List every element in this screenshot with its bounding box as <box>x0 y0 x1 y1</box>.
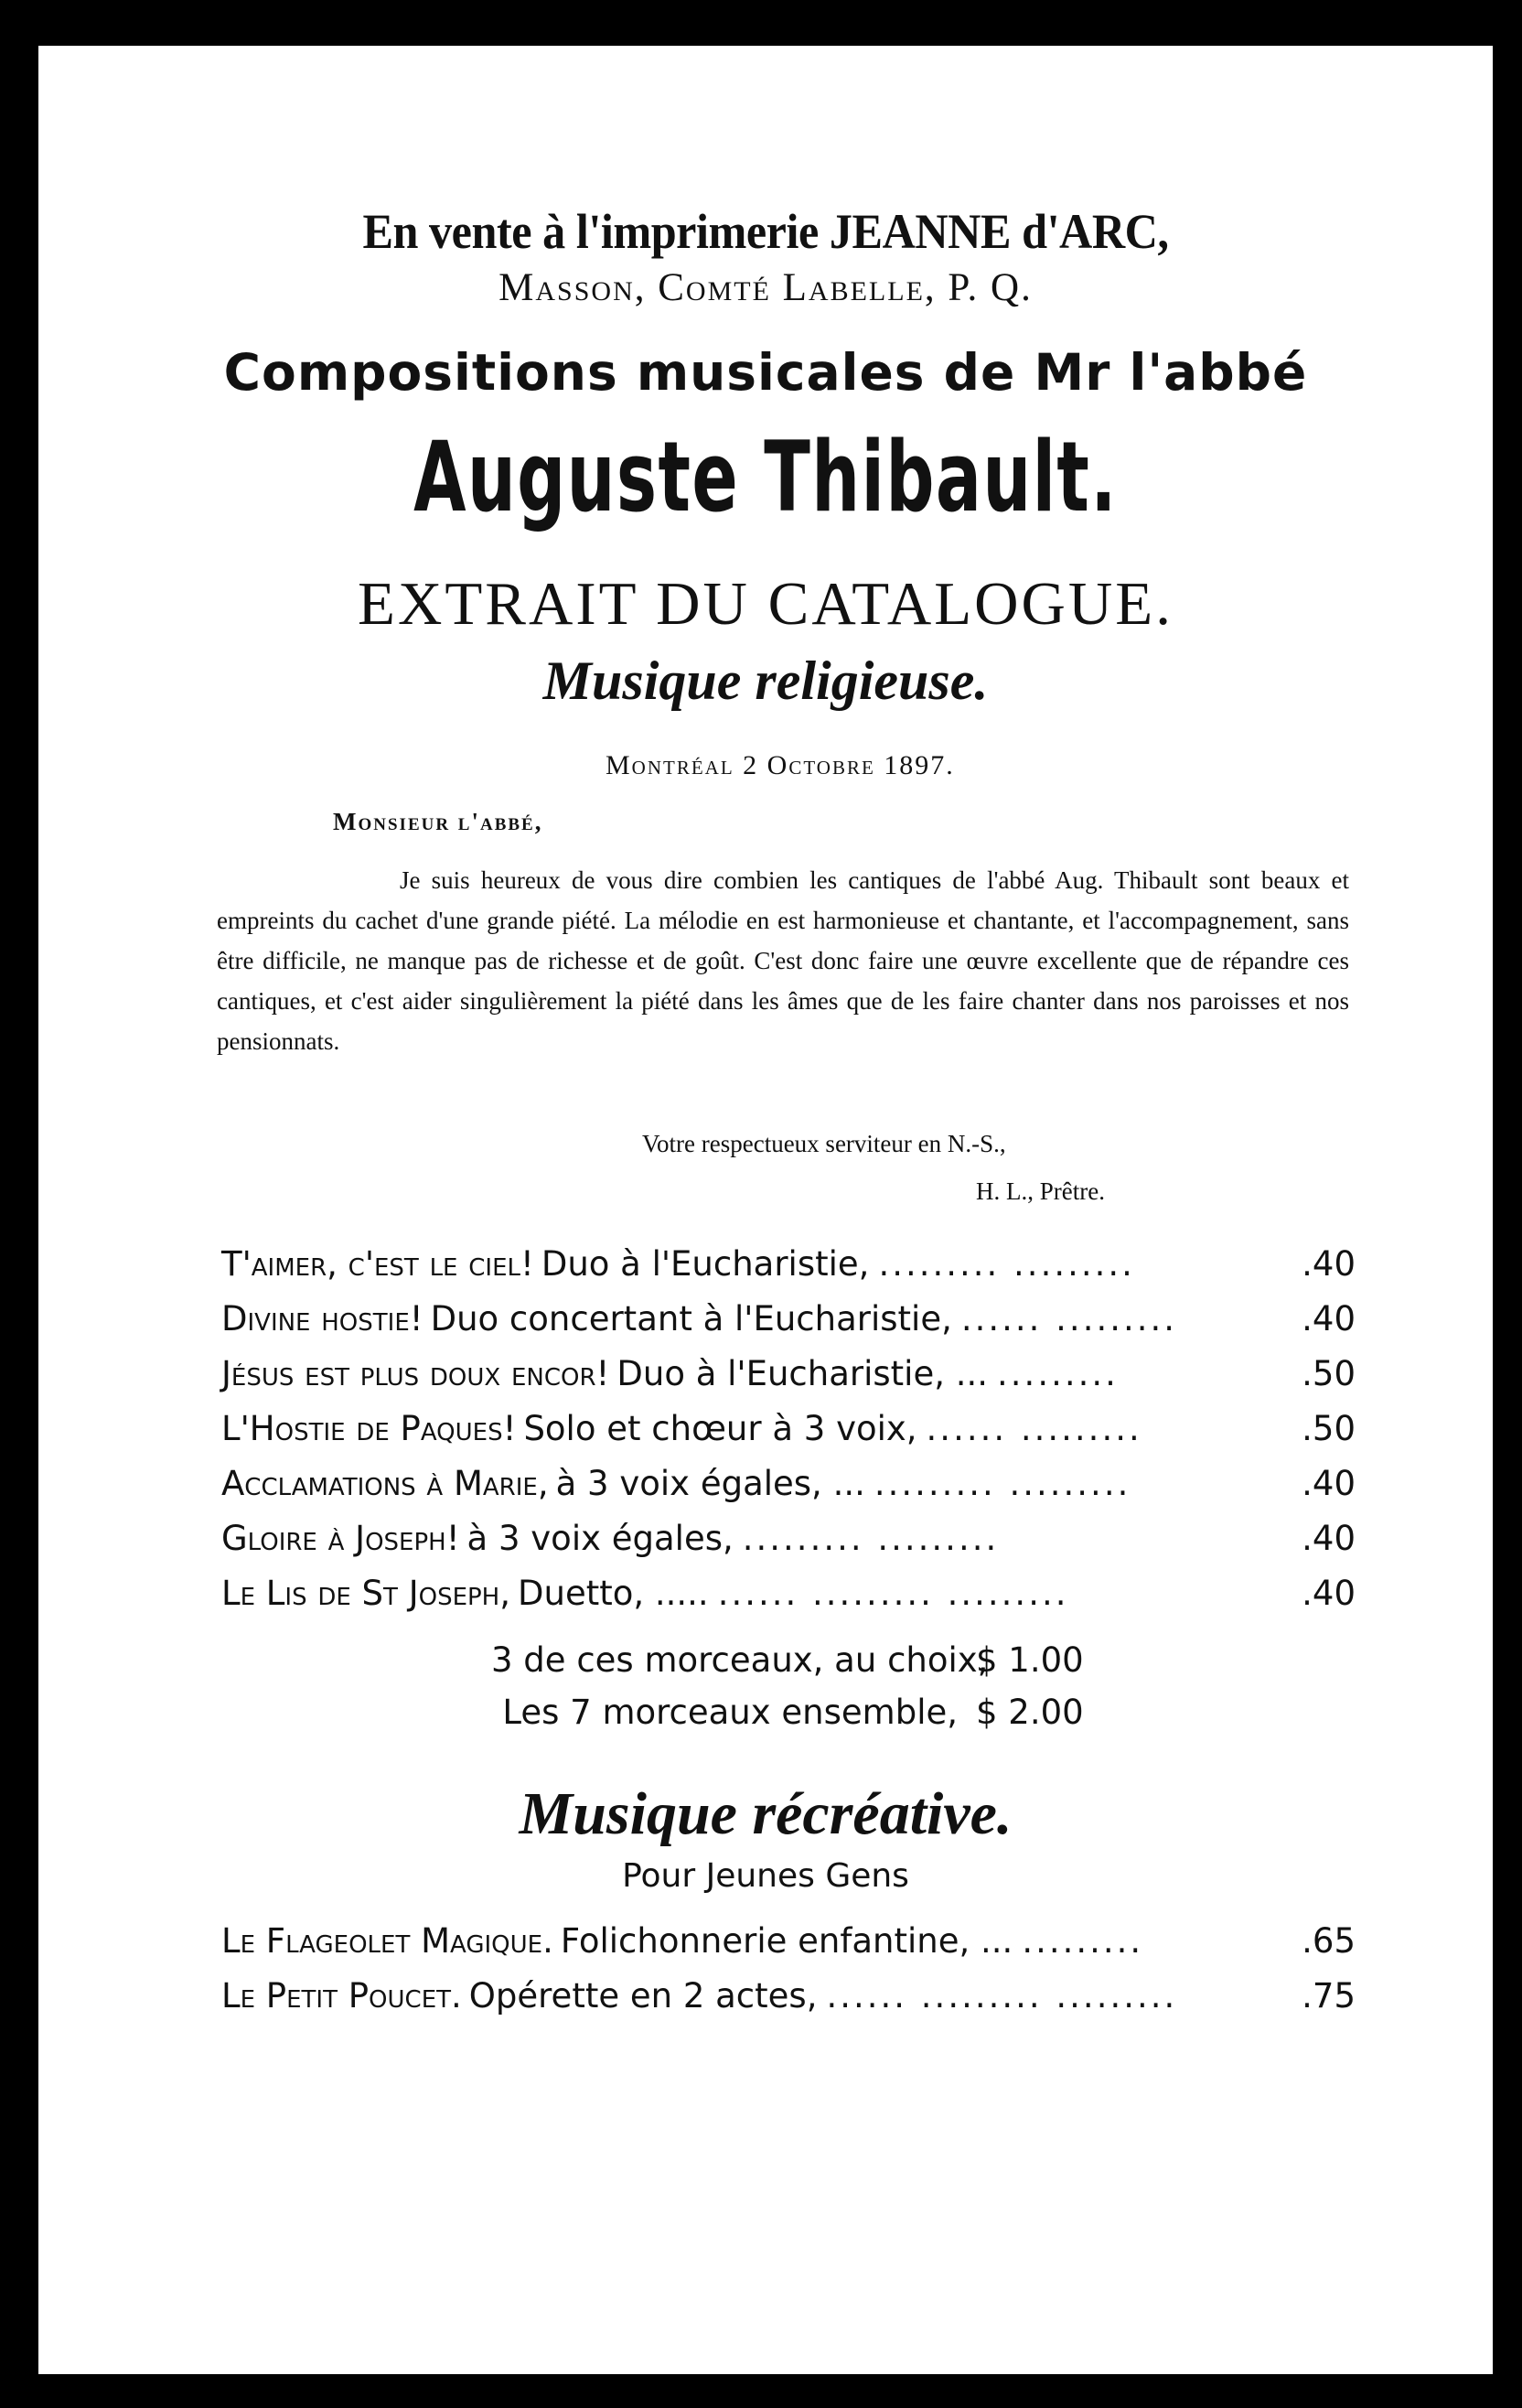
letter-dateline: Montréal 2 Octobre 1897. <box>606 750 955 780</box>
recreational-catalog-list <box>221 1921 1356 2031</box>
section-heading-recreational: Musique récréative. <box>519 1780 1013 1847</box>
item-description: à 3 voix égales, ... <box>555 1464 865 1503</box>
item-price: .50 <box>1302 1409 1356 1448</box>
item-price: .75 <box>1302 1976 1356 2016</box>
bundle-label: Les 7 morceaux ensemble, <box>502 1693 958 1732</box>
item-title: Divine hostie! <box>221 1299 423 1338</box>
letter-signature: H. L., Prêtre. <box>976 1177 1105 1205</box>
leader-dots: ......... ......... <box>874 1464 1131 1503</box>
item-price: .40 <box>1302 1464 1356 1503</box>
bundle-offer <box>491 1693 1084 1732</box>
item-title: Gloire à Joseph! <box>221 1519 460 1558</box>
leader-dots: ......... <box>997 1354 1119 1393</box>
letter-signoff: Votre respectueux serviteur en N.-S., <box>642 1130 1006 1157</box>
seller-line: En vente à l'imprimerie JEANNE d'ARC, <box>362 204 1169 259</box>
catalog-row <box>221 1519 1356 1574</box>
item-title: Acclamations à Marie, <box>221 1464 549 1503</box>
leader-dots: ......... <box>1022 1921 1144 1961</box>
section-subheading: Pour Jeunes Gens <box>622 1857 909 1895</box>
catalog-row <box>221 1244 1356 1299</box>
catalog-row <box>221 1354 1356 1409</box>
item-description: Duo concertant à l'Eucharistie, <box>430 1299 952 1338</box>
item-description: Duo à l'Eucharistie, <box>541 1244 870 1284</box>
composer-name: Auguste Thibault. <box>413 421 1118 533</box>
item-description: Solo et chœur à 3 voix, <box>523 1409 917 1448</box>
item-description: Opérette en 2 actes, <box>468 1976 818 2016</box>
item-description: Duo à l'Eucharistie, ... <box>616 1354 989 1393</box>
item-price: .50 <box>1302 1354 1356 1393</box>
section-heading-religious: Musique religieuse. <box>542 650 989 711</box>
religious-catalog-list <box>221 1244 1356 1629</box>
item-title: Le Flageolet Magique. <box>221 1921 553 1961</box>
item-description: à 3 voix égales, <box>466 1519 734 1558</box>
item-description: Duetto, ..... <box>518 1574 709 1613</box>
item-price: .40 <box>1302 1574 1356 1613</box>
catalog-title: EXTRAIT DU CATALOGUE. <box>358 570 1174 638</box>
leader-dots: ...... ......... <box>960 1299 1178 1338</box>
letter-body: Je suis heureux de vous dire combien les cantiques de l'abbé Aug. Thibault sont beaux et empreints du cachet d'une grande piété. La mélodie en est harmonieuse et chantante, et l'accompagnement, sans être difficile, ne manque pas de richesse et de goût. C'est donc faire une œuvre excellente que de répandre ces cantiques, et c'est aider singulièrement la piété dans les âmes que de les faire chanter dans nos paroisses et nos pensionnats. <box>217 866 1349 1055</box>
item-price: .40 <box>1302 1244 1356 1284</box>
item-price: .65 <box>1302 1921 1356 1961</box>
bundle-price: $ 2.00 <box>976 1693 1084 1732</box>
leader-dots: ...... ......... <box>926 1409 1142 1448</box>
address-line: Masson, Comté Labelle, P. Q. <box>498 266 1033 309</box>
leader-dots: ......... ......... <box>742 1519 1000 1558</box>
item-title: T'aimer, c'est le ciel! <box>221 1244 534 1284</box>
catalog-row <box>221 1409 1356 1464</box>
item-title: L'Hostie de Paques! <box>221 1409 517 1448</box>
bundle-offer <box>491 1640 1084 1680</box>
item-description: Folichonnerie enfantine, ... <box>560 1921 1013 1961</box>
letter-salutation: Monsieur l'abbé, <box>333 808 543 835</box>
leader-dots: ......... ......... <box>878 1244 1135 1284</box>
catalog-row <box>221 1464 1356 1519</box>
catalog-page <box>38 46 1493 2374</box>
item-title: Le Petit Poucet. <box>221 1976 462 2016</box>
leader-dots: ...... ......... ......... <box>826 1976 1178 2016</box>
leader-dots: ...... ......... ......... <box>717 1574 1069 1613</box>
catalog-row <box>221 1921 1356 1976</box>
bundle-price: $ 1.00 <box>976 1640 1084 1680</box>
item-price: .40 <box>1302 1299 1356 1338</box>
catalog-row <box>221 1574 1356 1629</box>
item-title: Le Lis de St Joseph, <box>221 1574 510 1613</box>
catalog-row <box>221 1976 1356 2031</box>
bundle-label: 3 de ces morceaux, au choix, <box>491 1640 989 1680</box>
catalog-row <box>221 1299 1356 1354</box>
item-price: .40 <box>1302 1519 1356 1558</box>
item-title: Jésus est plus doux encor! <box>221 1354 610 1393</box>
compositions-line: Compositions musicales de Mr l'abbé <box>223 343 1308 402</box>
